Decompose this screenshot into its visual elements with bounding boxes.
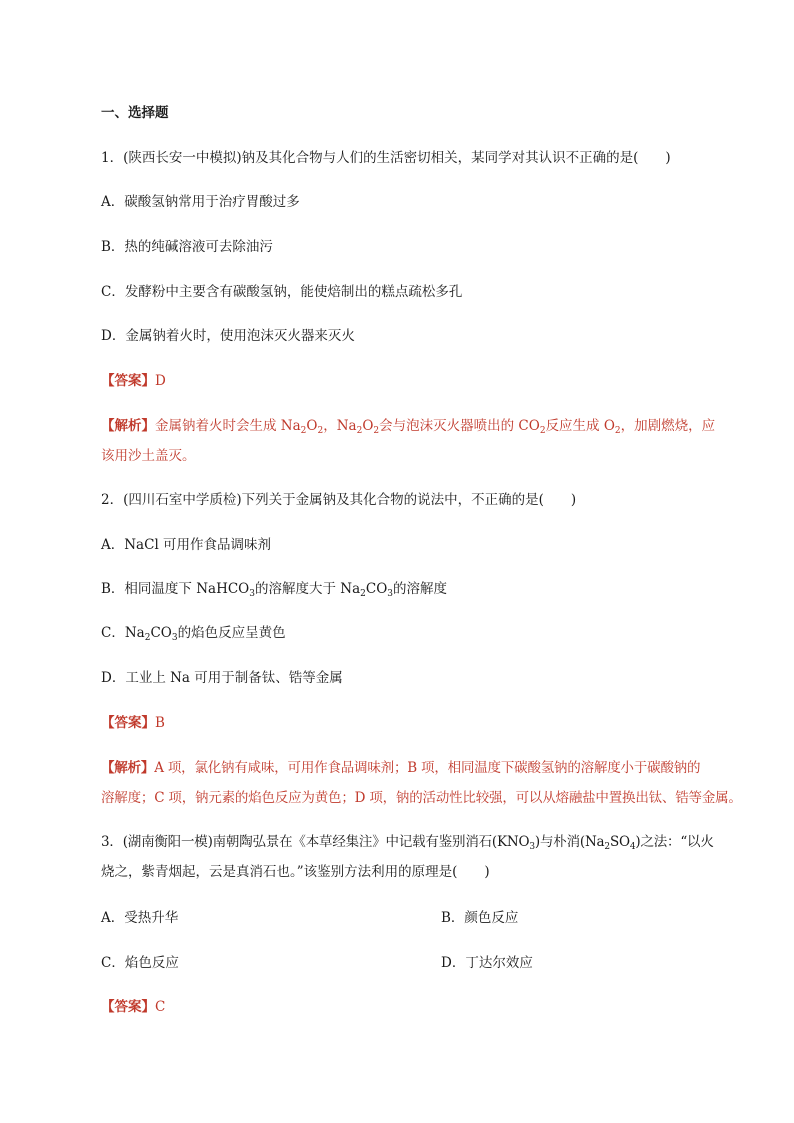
q1-analysis-line2: 该用沙土盖灭。 (101, 448, 196, 464)
q2-option-d: D．工业上 Na 可用于制备钛、锆等金属 (101, 670, 343, 686)
q1-option-c: C．发酵粉中主要含有碳酸氢钠，能使焙制出的糕点疏松多孔 (101, 284, 463, 300)
q2-analysis-line2: 溶解度；C 项，钠元素的焰色反应为黄色；D 项，钠的活动性比较强，可以从熔融盐中置换出钛、锆等金属。 (101, 790, 742, 806)
question-text: (四川石室中学质检)下列关于金属钠及其化合物的说法中，不正确的是( ) (123, 492, 577, 508)
q2-option-a: A．NaCl 可用作食品调味剂 (101, 537, 272, 553)
q2-answer (101, 713, 165, 733)
answer-value: C (155, 999, 166, 1015)
answer-label: 【答案】 (101, 999, 155, 1015)
q1-analysis-line1: 【解析】金属钠着火时会生成 $Na_2O_2$，$Na_2O_2$会与泡沫灭火器喷出的 $CO_2$反应生成 $O_2$，加剧燃烧，应 (101, 418, 716, 436)
q3-option-b: B．颜色反应 (441, 910, 519, 926)
analysis-label: 【解析】 (101, 760, 155, 776)
answer-label: 【答案】 (101, 373, 155, 389)
q1-option-d: D．金属钠着火时，使用泡沫灭火器来灭火 (101, 328, 355, 344)
q2-option-b: B．相同温度下 NaHCO$_3$的溶解度大于 $Na_2CO_3$的溶解度 (101, 581, 448, 599)
q3-answer (101, 997, 165, 1017)
question-3-stem-line1: 3．(湖南衡阳一模)南朝陶弘景在《本草经集注》中记载有鉴别消石$(KNO_3)$与朴消$(Na_2SO_4)$之法：“以火 (101, 834, 714, 852)
q1-option-a: A．碳酸氢钠常用于治疗胃酸过多 (101, 194, 300, 210)
question-3-stem-line2: 烧之，紫青烟起，云是真消石也。”该鉴别方法利用的原理是( ) (101, 864, 490, 880)
answer-label: 【答案】 (101, 715, 155, 731)
question-number: 2． (101, 492, 124, 508)
q1-answer (101, 371, 166, 391)
answer-value: D (155, 373, 166, 389)
question-2-stem (101, 490, 576, 510)
q3-option-a: A．受热升华 (101, 910, 179, 926)
question-text: (陕西长安一中模拟)钠及其化合物与人们的生活密切相关，某同学对其认识不正确的是( ) (123, 150, 671, 166)
q3-option-d: D．丁达尔效应 (441, 955, 533, 971)
question-number: 3． (101, 834, 123, 850)
q2-analysis-line1: 【解析】A 项，氯化钠有咸味，可用作食品调味剂；B 项，相同温度下碳酸氢钠的溶解度小于碳酸钠的 (101, 760, 701, 776)
section-title: 一、选择题 (101, 105, 169, 121)
answer-value: B (155, 715, 165, 731)
question-number: 1． (101, 150, 124, 166)
q3-option-c: C．焰色反应 (101, 955, 179, 971)
analysis-label: 【解析】 (101, 418, 155, 434)
q2-option-c: C．$Na_2CO_3$的焰色反应呈黄色 (101, 625, 286, 643)
question-1-stem (101, 148, 671, 168)
q1-option-b: B．热的纯碱溶液可去除油污 (101, 239, 273, 255)
